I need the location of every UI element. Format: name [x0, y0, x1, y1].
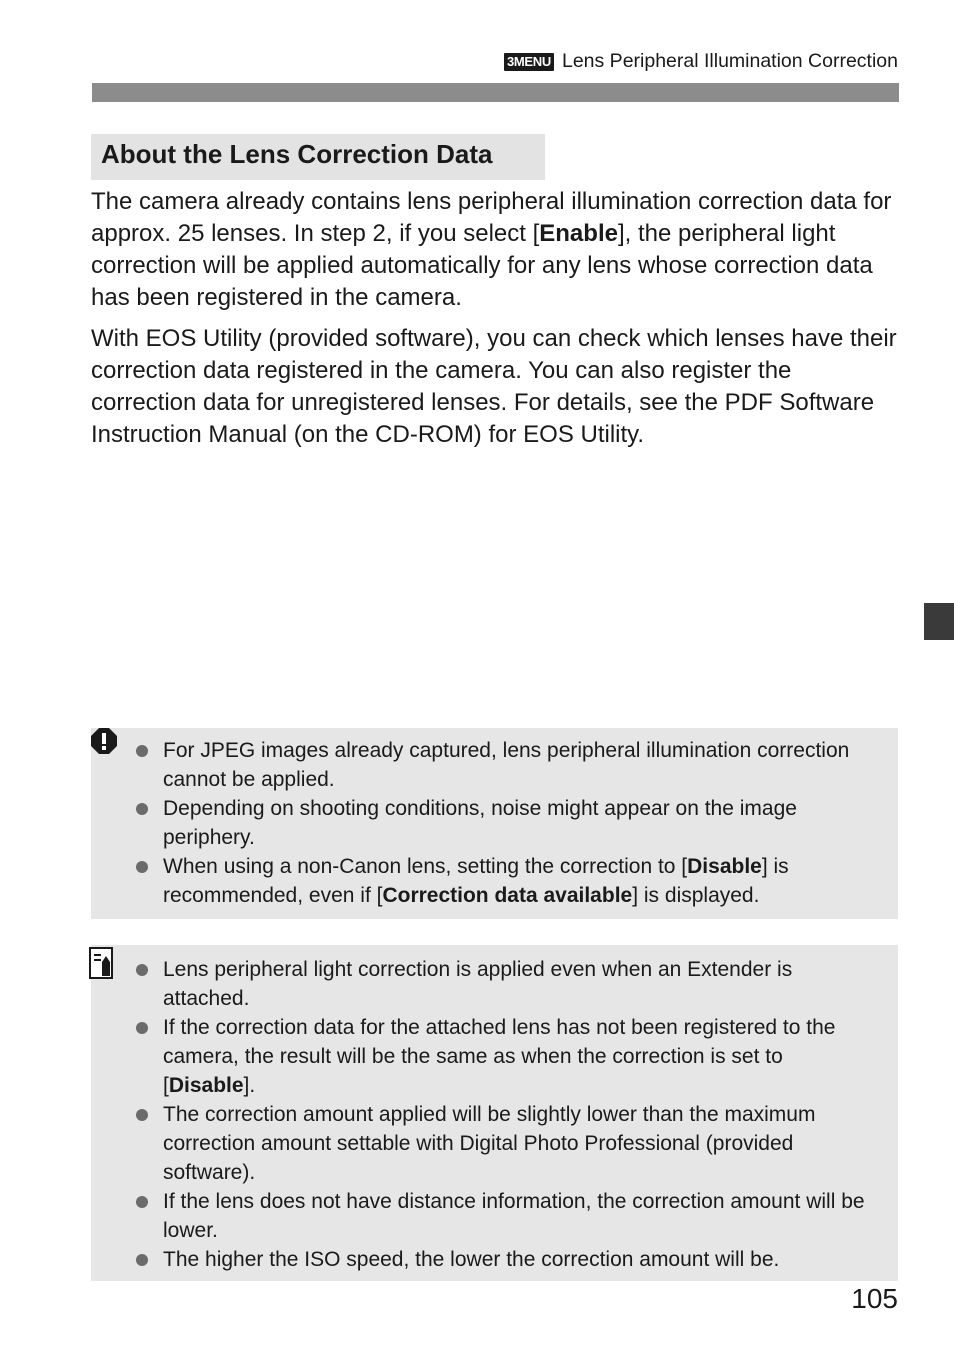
memo-box [91, 945, 898, 1281]
header-rule [92, 83, 899, 102]
header-title: Lens Peripheral Illumination Correction [561, 50, 898, 72]
page-number: 105 [851, 1283, 898, 1314]
caution-item: When using a non-Canon lens, setting the correction to [Disable] is recommended, even if [Correction data available] is displayed. [163, 852, 878, 910]
memo-item: If the correction data for the attached lens has not been registered to the camera, the result will be the same as when the correction is set to [Disable]. [163, 1013, 878, 1100]
caution-icon [89, 726, 119, 756]
section-title: About the Lens Correction Data [91, 134, 545, 180]
running-header [504, 50, 898, 73]
body-paragraph-2: With EOS Utility (provided software), you can check which lenses have their correction data registered in the camera. You can also register the correction data for unregistered lenses. For details, see the PDF Software Instruction Manual (on the CD-ROM) for EOS Utility. [91, 325, 897, 448]
memo-item: Lens peripheral light correction is applied even when an Extender is attached. [163, 955, 878, 1013]
menu-tab-icon: 3MENU [504, 53, 554, 71]
memo-icon [89, 947, 115, 981]
chapter-thumb-tab [924, 603, 954, 640]
memo-item: The higher the ISO speed, the lower the correction amount will be. [163, 1245, 878, 1274]
caution-box [91, 728, 898, 919]
body-paragraph-1: The camera already contains lens peripheral illumination correction data for approx. 25 lenses. In step 2, if you select [Enable], the peripheral light correction will be applied automatically for any lens whose correction data has been registered in the camera. [91, 188, 892, 311]
memo-item: If the lens does not have distance information, the correction amount will be lower. [163, 1187, 878, 1245]
memo-item: The correction amount applied will be slightly lower than the maximum correction amount settable with Digital Photo Professional (provided software). [163, 1100, 878, 1187]
caution-item: For JPEG images already captured, lens peripheral illumination correction cannot be applied. [163, 736, 878, 794]
caution-item: Depending on shooting conditions, noise might appear on the image periphery. [163, 794, 878, 852]
